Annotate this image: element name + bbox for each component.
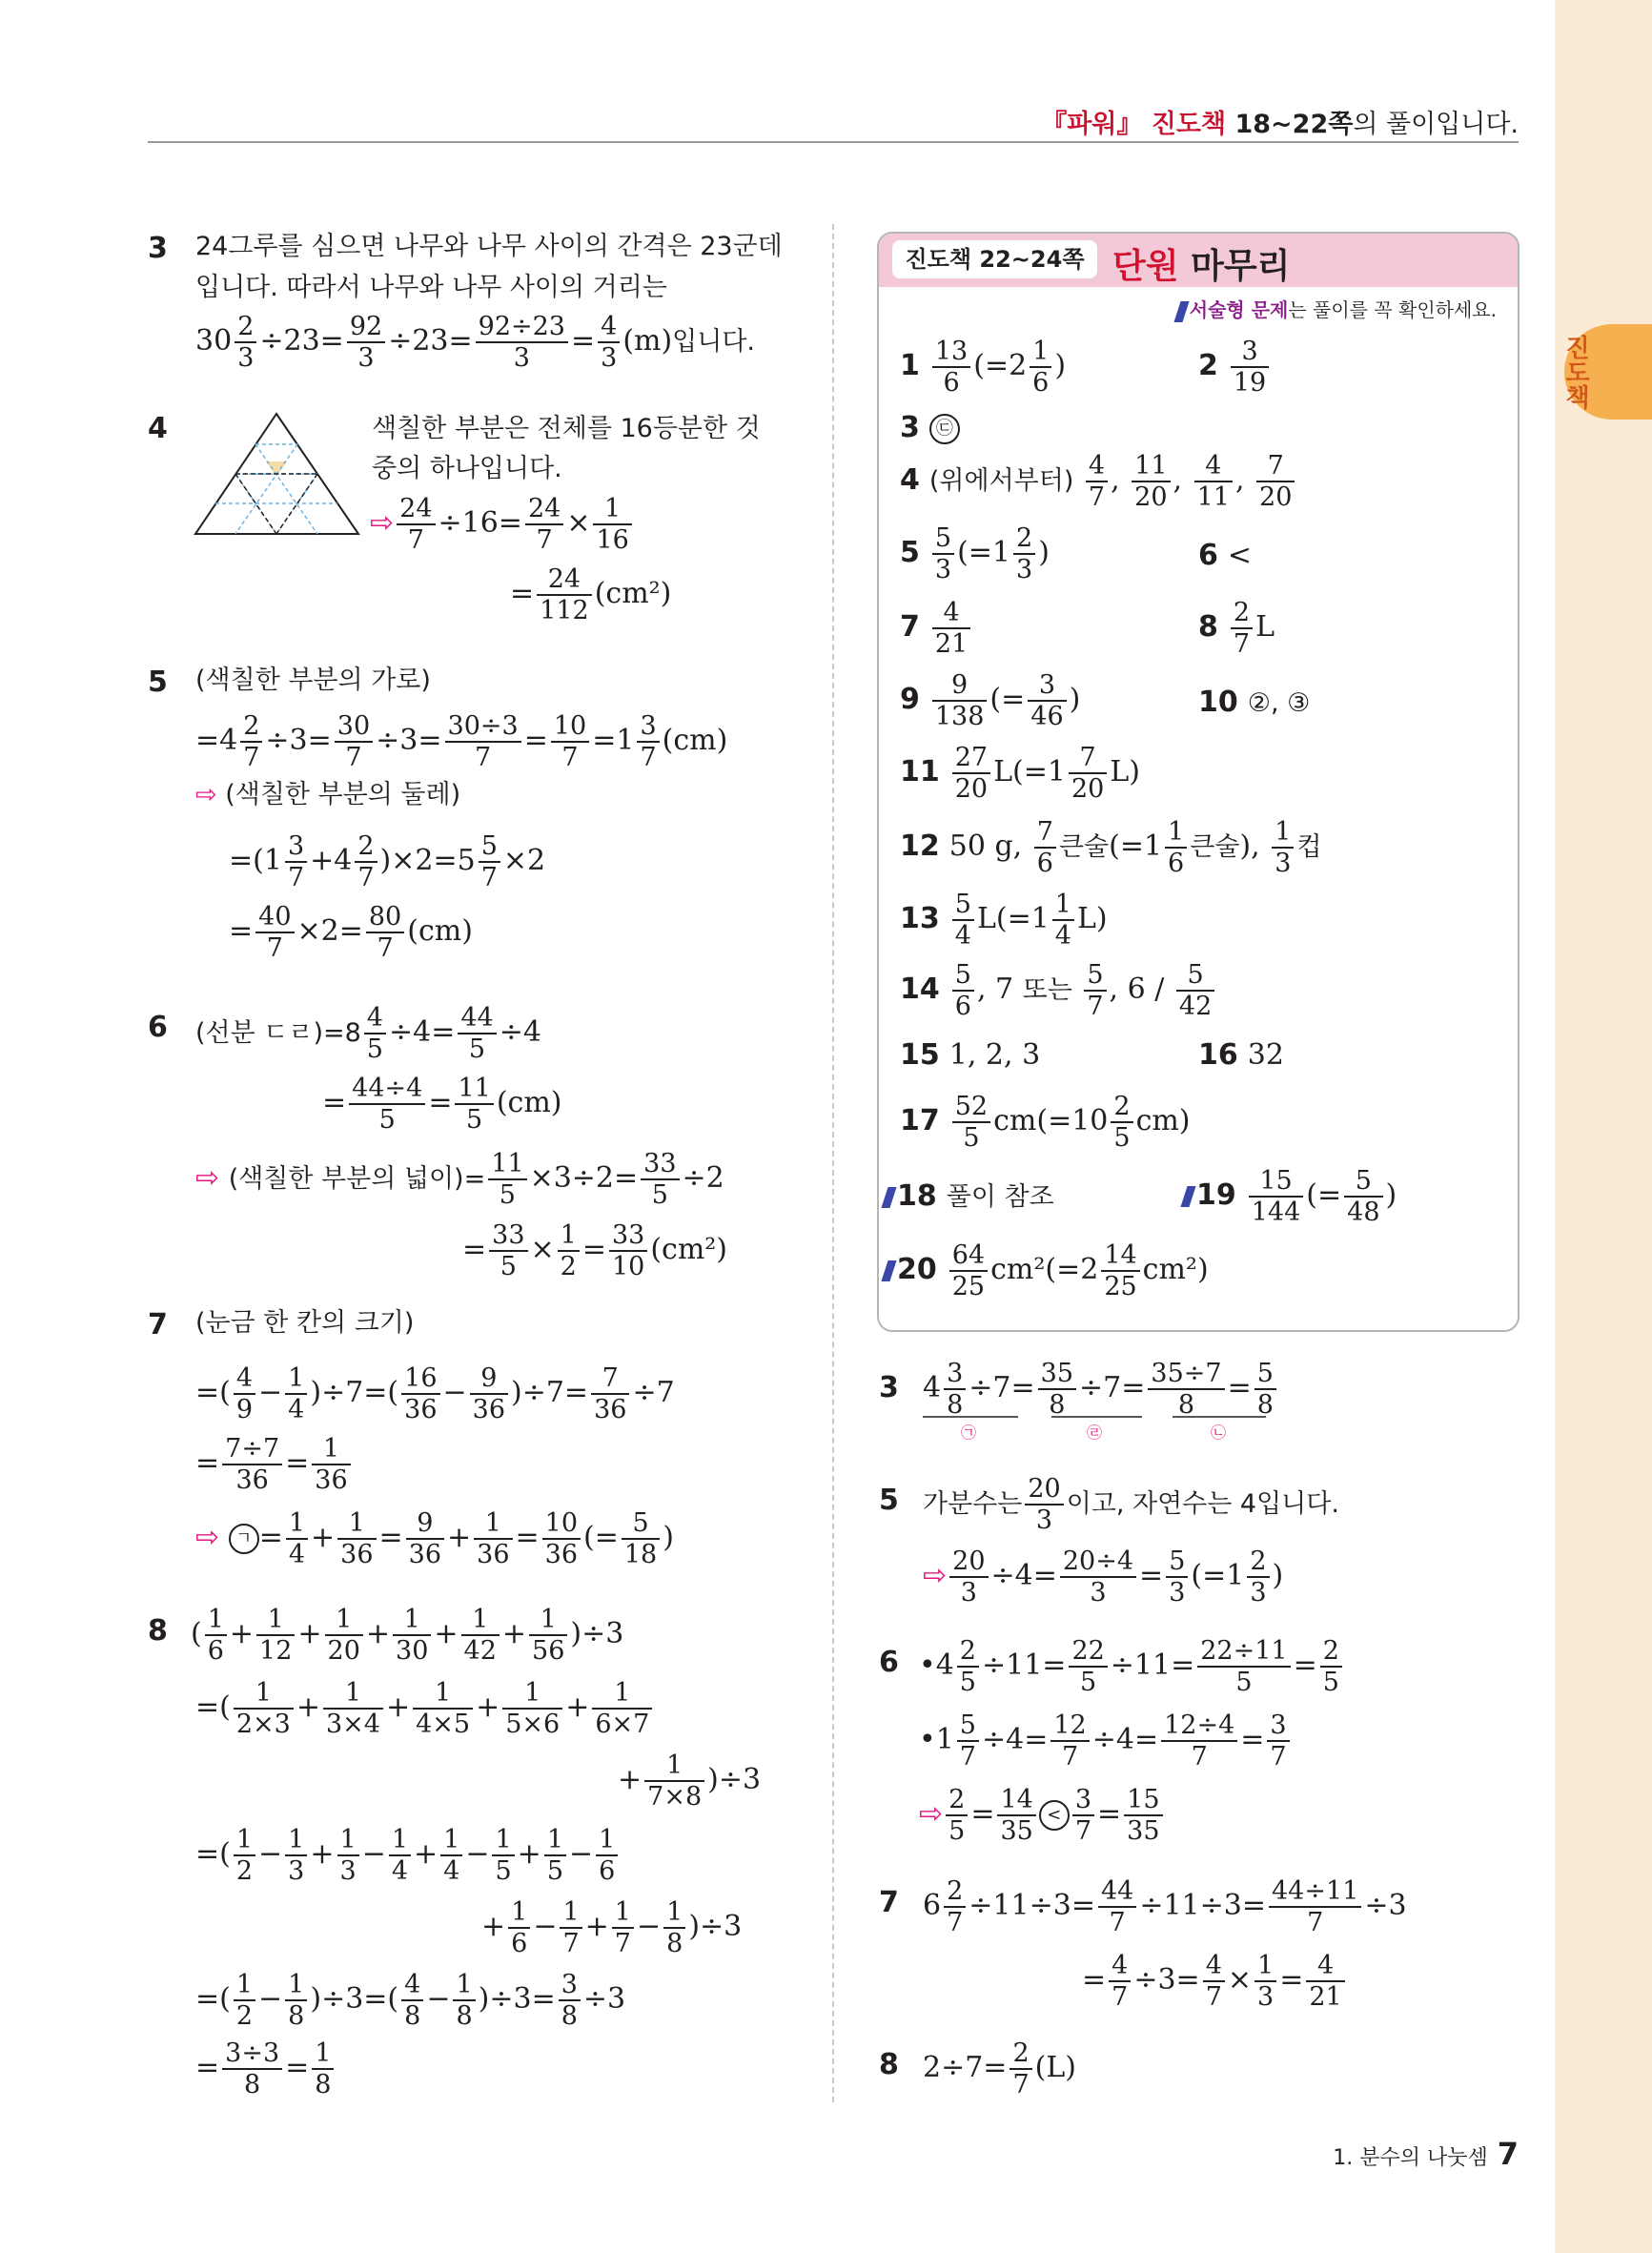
column-divider (832, 224, 834, 2102)
p8-equation2: =( $\frac{1}{2\times 3}$ + $\frac{1}{3\times 4}$ + $\frac{1}{4\times 5}$ + $\frac{1}{5\times 6}$ + $\frac{1}{6\times 7}$ (195, 1678, 655, 1739)
problem-number: 8 (148, 1614, 168, 1648)
header-pages: 18~22쪽 (1234, 110, 1354, 139)
p8-equation1: ( $\frac{1}{6}$ + $\frac{1}{12}$ + $\frac{1}{20}$ + $\frac{1}{30}$ + $\frac{1}{42}$ + $\frac{1}{56}$ )÷3 (191, 1605, 624, 1666)
side-tab-label: 진도책 (1560, 335, 1590, 409)
p3-line1: 24그루를 심으면 나무와 나무 사이의 간격은 23군데 (195, 232, 783, 261)
answer-20: 20 $\frac{64}{25}$ cm²(=2 $\frac{14}{25}$ cm²) (885, 1240, 1209, 1301)
p6-equation4: = $\frac{33}{5}$ × $\frac{1}{2}$ = $\frac{33}{10}$ (cm²) (462, 1220, 728, 1281)
page-header (148, 93, 1519, 143)
p6-equation2: = $\frac{44\div 4}{5}$ = $\frac{11}{5}$ (cm) (322, 1074, 562, 1135)
problem-number: 3 (148, 232, 168, 265)
p5-line3: ⇨ (색칠한 부분의 둘레) (195, 780, 461, 809)
answer-3: 3 ㉢ (900, 407, 960, 449)
answer-5: 5 $\frac{5}{3}$ (=1 $\frac{2}{3}$ ) (900, 523, 1050, 584)
answer-19: 19 $\frac{15}{144}$ (= $\frac{5}{48}$ ) (1184, 1166, 1397, 1227)
box-code: 진도책 22~24쪽 (892, 240, 1097, 278)
p4-line2: 중의 하나입니다. (372, 454, 562, 483)
r8-equation: 2÷7= $\frac{2}{7}$ (L) (923, 2038, 1076, 2099)
answer-1: 1 $\frac{13}{6}$ (=2 $\frac{1}{6}$ ) (900, 337, 1067, 398)
label-rieul: ㉣ (1087, 1423, 1103, 1442)
answer-18: 18 풀이 참조 (885, 1176, 1054, 1219)
answer-12: 12 50 g, $\frac{7}{6}$ 큰술(=1 $\frac{1}{6}$ 큰술), $\frac{1}{3}$ 컵 (900, 817, 1322, 878)
problem-number: 8 (879, 2048, 899, 2081)
box-note: 서술형 문제는 풀이를 꼭 확인하세요. (1177, 295, 1497, 322)
r6-equation2: •1 $\frac{5}{7}$ ÷4= $\frac{12}{7}$ ÷4= $\frac{12\div 4}{7}$ = $\frac{3}{7}$ (919, 1710, 1293, 1772)
answer-11: 11 $\frac{27}{20}$ L(=1 $\frac{7}{20}$ L) (900, 743, 1140, 804)
problem-number: 4 (148, 412, 168, 445)
p5-equation2: =(1 $\frac{3}{7}$ +4 $\frac{2}{7}$ )×2=5 $\frac{5}{7}$ ×2 (229, 831, 546, 892)
answer-2: 2 $\frac{3}{19}$ (1198, 337, 1272, 398)
p8-equation3: + $\frac{1}{7\times 8}$ )÷3 (618, 1751, 762, 1812)
answer-7: 7 $\frac{4}{21}$ (900, 598, 973, 659)
p3-equation: 30 $\frac{2}{3}$ ÷23= $\frac{92}{3}$ ÷23= $\frac{92\div 23}{3}$ = $\frac{4}{3}$ (m)입니다. (195, 312, 756, 373)
box-title: 단원 마무리 (1112, 247, 1291, 286)
label-nieun: ㉡ (1211, 1423, 1227, 1442)
p7-equation1: =( $\frac{4}{9}$ − $\frac{1}{4}$ )÷7=( $\frac{16}{36}$ − $\frac{9}{36}$ )÷7= $\frac{7}{36}$ ÷7 (195, 1363, 675, 1424)
answer-4: 4 (위에서부터) $\frac{4}{7}$ , $\frac{11}{20}$ , $\frac{4}{11}$ , $\frac{7}{20}$ (900, 451, 1297, 512)
problem-number: 6 (879, 1646, 899, 1679)
answer-8: 8 $\frac{2}{7}$ L (1198, 598, 1275, 659)
p6-equation1: (선분 ㄷㄹ)=8 $\frac{4}{5}$ ÷4= $\frac{44}{5}$ ÷4 (195, 1003, 541, 1064)
answer-9: 9 $\frac{9}{138}$ (= $\frac{3}{46}$ ) (900, 670, 1081, 731)
p8-equation4: =( $\frac{1}{2}$ − $\frac{1}{3}$ + $\frac{1}{3}$ − $\frac{1}{4}$ + $\frac{1}{4}$ − $\frac{1}{5}$ + $\frac{1}{5}$ − $\frac{1}{6}$ (195, 1825, 621, 1886)
r6-equation1: •4 $\frac{2}{5}$ ÷11= $\frac{22}{5}$ ÷11= $\frac{22\div 11}{5}$ = $\frac{2}{5}$ (919, 1636, 1345, 1697)
answer-17: 17 $\frac{52}{5}$ cm(=10 $\frac{2}{5}$ cm) (900, 1092, 1191, 1153)
p7-line1: (눈금 한 칸의 크기) (195, 1308, 415, 1338)
answer-14: 14 $\frac{5}{6}$ , 7 또는 $\frac{5}{7}$ , 6 / $\frac{5}{42}$ (900, 960, 1217, 1021)
page-footer: 1. 분수의 나눗셈 7 (1333, 2136, 1519, 2172)
pencil-icon (1173, 301, 1189, 322)
p4-equation2: = $\frac{24}{112}$ (cm²) (510, 564, 672, 625)
p8-equation5: + $\frac{1}{6}$ − $\frac{1}{7}$ + $\frac{1}{7}$ − $\frac{1}{8}$ )÷3 (481, 1897, 743, 1958)
problem-number: 5 (148, 666, 168, 699)
r3-underline-marks (923, 1415, 1285, 1442)
triangle-figure (194, 412, 360, 536)
answer-13: 13 $\frac{5}{4}$ L(=1 $\frac{1}{4}$ L) (900, 890, 1108, 951)
problem-number: 6 (148, 1011, 168, 1044)
p5-line1: (색칠한 부분의 가로) (195, 666, 431, 695)
r6-equation3: ⇨ $\frac{2}{5}$ = $\frac{14}{35}$ < $\frac{3}{7}$ = $\frac{15}{35}$ (919, 1785, 1166, 1846)
p8-equation7: = $\frac{3\div 3}{8}$ = $\frac{1}{8}$ (195, 2038, 337, 2099)
problem-number: 7 (148, 1308, 168, 1342)
problem-number: 7 (879, 1886, 899, 1919)
answer-6: 6 < (1198, 539, 1253, 572)
p7-equation3: ⇨ ㄱ = $\frac{1}{4}$ + $\frac{1}{36}$ = $\frac{9}{36}$ + $\frac{1}{36}$ = $\frac{10}{36}$ (= $\frac{5}{18}$ ) (195, 1508, 674, 1569)
answer-16: 16 32 (1198, 1038, 1284, 1072)
p5-equation3: = $\frac{40}{7}$ ×2= $\frac{80}{7}$ (cm) (229, 902, 473, 963)
p4-equation1: ⇨ $\frac{24}{7}$ ÷16= $\frac{24}{7}$ × $\frac{1}{16}$ (370, 494, 635, 555)
answer-15: 15 1, 2, 3 (900, 1038, 1041, 1072)
p4-line1: 색칠한 부분은 전체를 16등분한 것 (372, 414, 761, 443)
box-header (879, 234, 1518, 287)
unit-review-box (877, 232, 1519, 1332)
answer-10: 10 ②, ③ (1198, 686, 1311, 719)
header-text (1041, 103, 1519, 140)
p7-equation2: = $\frac{7\div 7}{36}$ = $\frac{1}{36}$ (195, 1434, 354, 1495)
r7-equation2: = $\frac{4}{7}$ ÷3= $\frac{4}{7}$ × $\frac{1}{3}$ = $\frac{4}{21}$ (1082, 1951, 1348, 2012)
p3-line2: 입니다. 따라서 나무와 나무 사이의 거리는 (195, 273, 667, 302)
r5-equation: ⇨ $\frac{20}{3}$ ÷4= $\frac{20\div 4}{3}$ = $\frac{5}{3}$ (=1 $\frac{2}{3}$ ) (923, 1546, 1284, 1608)
r5-line1: 가분수는 $\frac{20}{3}$ 이고, 자연수는 4입니다. (923, 1474, 1339, 1535)
problem-number: 5 (879, 1484, 899, 1517)
p5-equation1: =4 $\frac{2}{7}$ ÷3= $\frac{30}{7}$ ÷3= $\frac{30\div 3}{7}$ = $\frac{10}{7}$ =1 $\frac{3}{7}$ (cm) (195, 711, 728, 772)
r3-equation: 4 $\frac{3}{8}$ ÷7= $\frac{35}{8}$ ÷7= $\frac{35\div 7}{8}$ = $\frac{5}{8}$ (923, 1359, 1279, 1420)
p8-equation6: =( $\frac{1}{2}$ − $\frac{1}{8}$ )÷3=( $\frac{4}{8}$ − $\frac{1}{8}$ )÷3= $\frac{3}{8}$ ÷3 (195, 1970, 626, 2031)
header-suffix: 의 풀이입니다. (1353, 110, 1519, 139)
problem-number: 3 (879, 1371, 899, 1404)
header-book: 『파워』 진도책 (1041, 110, 1235, 139)
r7-equation1: 6 $\frac{2}{7}$ ÷11÷3= $\frac{44}{7}$ ÷11÷3= $\frac{44\div 11}{7}$ ÷3 (923, 1876, 1407, 1937)
label-giyeok: ㉠ (961, 1423, 977, 1442)
p6-equation3: ⇨ (색칠한 부분의 넓이)= $\frac{11}{5}$ ×3÷2= $\frac{33}{5}$ ÷2 (195, 1149, 724, 1210)
